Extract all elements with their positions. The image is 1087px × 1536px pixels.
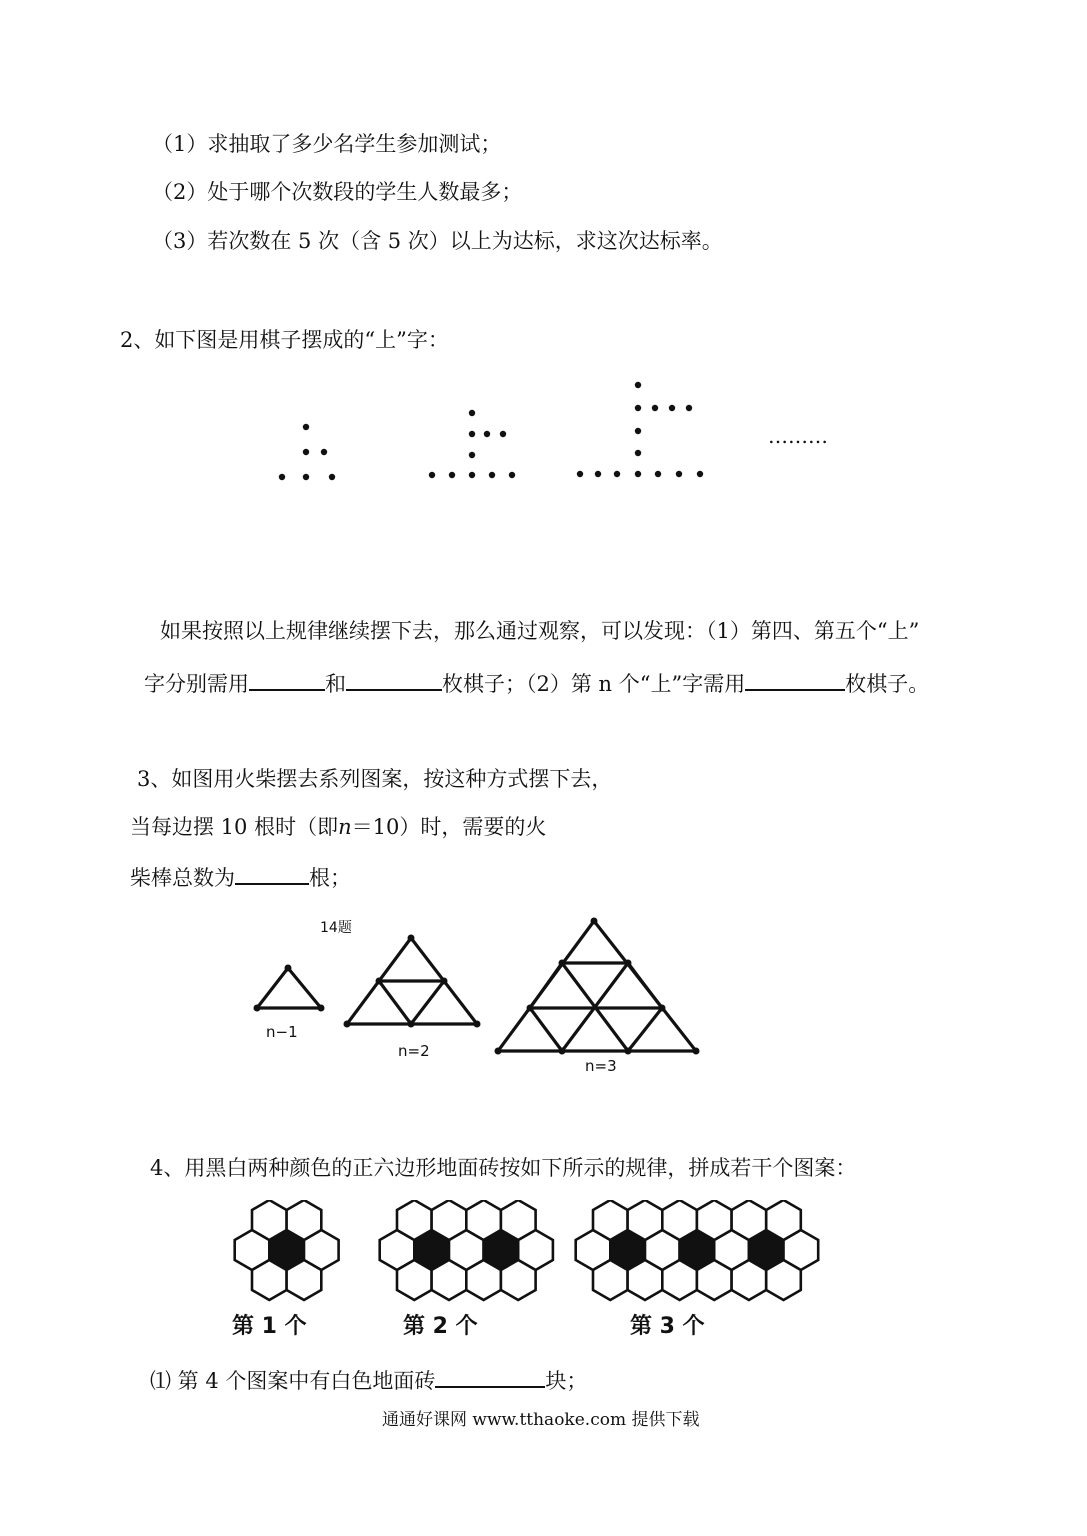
white-hex-tile [697, 1260, 732, 1300]
white-hex-tile [252, 1260, 287, 1300]
q3-line3-b: 根； [309, 866, 351, 890]
white-hex-tile [397, 1200, 432, 1240]
q3-line2-a: 当每边摆 10 根时（即 [130, 815, 339, 839]
q4-label-2: 第 2 个 [403, 1314, 478, 1339]
q3-line3-a: 柴棒总数为 [130, 866, 235, 890]
q4-sub1-b: 块； [545, 1369, 588, 1393]
white-hex-tile [287, 1200, 322, 1240]
answer-blank-matches[interactable] [235, 861, 309, 885]
q3-line3 [130, 861, 351, 892]
q4-title: 4、用黑白两种颜色的正六边形地面砖按如下所示的规律，拼成若干个图案： [150, 1156, 857, 1180]
q4-label-3: 第 3 个 [630, 1314, 705, 1339]
white-hex-tile [697, 1200, 732, 1240]
q3-fig-caption: 14题 [320, 920, 352, 936]
white-hex-tile [432, 1200, 467, 1240]
q3-math-eq: ＝10 [351, 815, 400, 839]
white-hex-tile [252, 1200, 287, 1240]
white-hex-tile [287, 1260, 322, 1300]
q2-text-d: 枚棋子。 [845, 672, 930, 696]
q1-part-3: （3）若次数在 5 次（含 5 次）以上为达标，求这次达标率。 [152, 229, 723, 253]
answer-blank-5th[interactable] [346, 667, 442, 691]
q3-line2 [130, 813, 546, 841]
answer-blank-white-tiles[interactable] [435, 1364, 545, 1388]
white-hex-tile [732, 1200, 767, 1240]
white-hex-tile [628, 1260, 663, 1300]
q2-ellipsis: ……… [768, 424, 828, 448]
white-hex-tile [397, 1260, 432, 1300]
q4-sub1 [150, 1364, 587, 1395]
white-hex-tile [766, 1200, 801, 1240]
q3-line1: 3、如图用火柴摆去系列图案，按这种方式摆下去， [137, 767, 613, 791]
q2-text-a: 字分别需用 [144, 672, 249, 696]
matchstick-triangles-figure [240, 905, 720, 1080]
q2-text-b: 和 [325, 672, 346, 696]
q4-sub1-a: ⑴ 第 4 个图案中有白色地面砖 [150, 1369, 436, 1393]
answer-blank-nth[interactable] [745, 667, 845, 691]
white-hex-tile [766, 1260, 801, 1300]
q1-part-2: （2）处于哪个次数段的学生人数最多； [152, 180, 523, 204]
q3-label-n1: n−1 [266, 1023, 298, 1041]
q2-text-line2 [144, 667, 929, 698]
q2-text-c: 枚棋子；（2）第 n 个“上”字需用 [442, 672, 746, 696]
white-hex-tile [662, 1260, 697, 1300]
q3-line2-b: ）时，需要的火 [399, 815, 547, 839]
white-hex-tile [662, 1200, 697, 1240]
white-hex-tile [501, 1200, 536, 1240]
q1-part-1: （1）求抽取了多少名学生参加测试； [152, 132, 502, 156]
white-hex-tile [593, 1200, 628, 1240]
hexagon-tiles-figure [220, 1200, 840, 1345]
white-hex-tile [501, 1260, 536, 1300]
q3-label-n3: n=3 [585, 1057, 617, 1075]
white-hex-tile [432, 1260, 467, 1300]
q3-label-n2: n=2 [398, 1042, 430, 1060]
q2-text-line1: 如果按照以上规律继续摆下去，那么通过观察，可以发现：（1）第四、第五个“上” [160, 619, 920, 643]
q3-math-n: n [338, 815, 352, 839]
answer-blank-4th[interactable] [249, 667, 325, 691]
white-hex-tile [628, 1200, 663, 1240]
white-hex-tile [466, 1260, 501, 1300]
white-hex-tile [466, 1200, 501, 1240]
page-footer: 通通好课网 www.tthaoke.com 提供下载 [382, 1410, 700, 1430]
q2-title: 2、如下图是用棋子摆成的“上”字： [120, 328, 449, 352]
white-hex-tile [732, 1260, 767, 1300]
q4-label-1: 第 1 个 [232, 1314, 307, 1339]
white-hex-tile [593, 1260, 628, 1300]
